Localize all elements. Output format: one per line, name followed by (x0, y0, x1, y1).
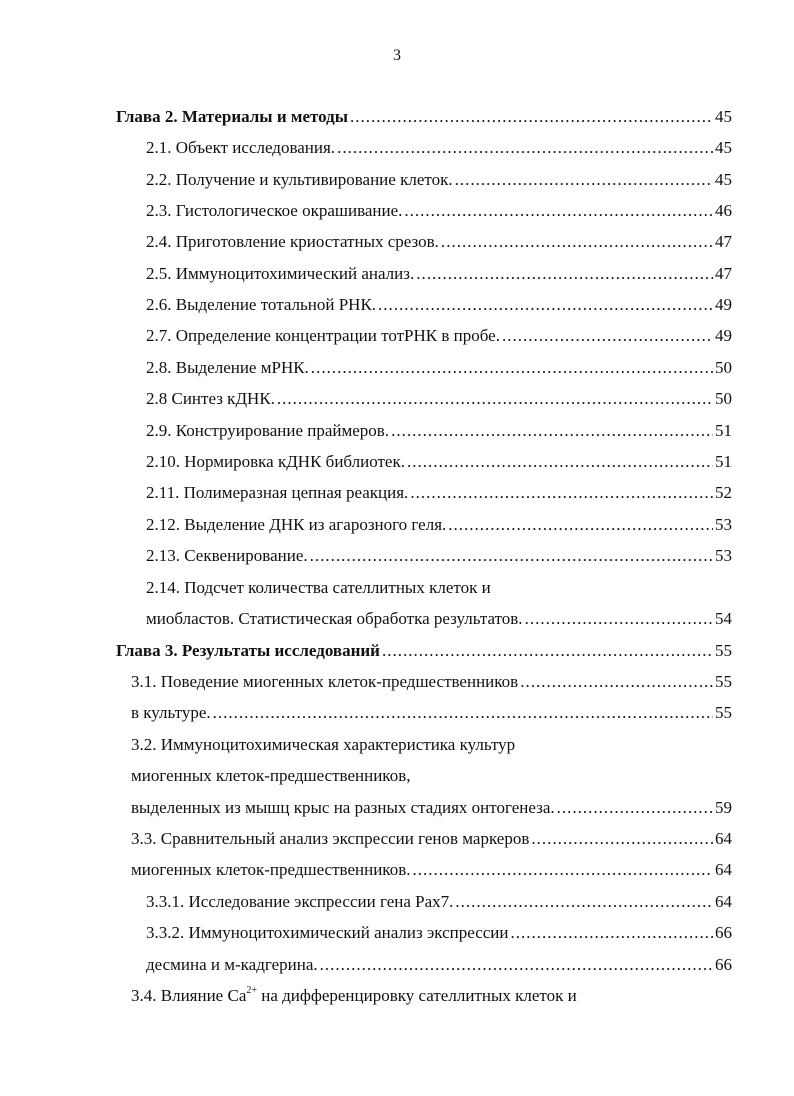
toc-entry-page: 53 (715, 546, 732, 565)
toc-entry-page: 45 (715, 170, 732, 189)
toc-entry-page: 64 (715, 892, 732, 911)
toc-entry-text: в культуре. (131, 703, 211, 722)
toc-entry-page: 59 (715, 798, 732, 817)
toc-entry (146, 887, 732, 917)
toc-entry-page: 52 (715, 483, 732, 502)
toc-entry-text: 2.14. Подсчет количества сателлитных клеток и (146, 578, 491, 597)
toc-entry-page: 55 (715, 641, 732, 660)
toc-entry-chapter-2 (116, 102, 732, 132)
toc-entry (131, 698, 732, 728)
toc-entry-continued (131, 761, 732, 791)
toc-entry-page: 55 (715, 672, 732, 691)
toc-entry-text: 3.3.1. Исследование экспрессии гена Pax7. (146, 892, 454, 911)
toc-entry-text: 2.3. Гистологическое окрашивание. (146, 201, 403, 220)
toc-entry-chapter-3 (116, 636, 732, 666)
superscript-charge: 2+ (246, 985, 258, 996)
toc-entry (146, 196, 732, 226)
toc-entry-text: 2.12. Выделение ДНК из агарозного геля. (146, 515, 447, 534)
toc-entry (146, 290, 732, 320)
toc-entry-text: миогенных клеток-предшественников. (131, 860, 411, 879)
toc-entry-text: 2.8. Выделение мРНК. (146, 358, 309, 377)
toc-entry (146, 353, 732, 383)
toc-entry (146, 321, 732, 351)
toc-entry-page: 64 (715, 860, 732, 879)
toc-entry (131, 667, 732, 697)
toc-entry-text: 3.3.2. Иммуноцитохимический анализ экспрессии (146, 923, 509, 942)
toc-entry-continued (131, 730, 732, 760)
toc-entry-continued (146, 573, 732, 603)
toc-entry-text: 3.4. Влияние $Ca^{2+}$ на дифференцировку сателлитных клеток и (131, 985, 577, 1005)
toc-entry-page: 53 (715, 515, 732, 534)
toc-entry-continued (131, 981, 732, 1011)
toc-entry (146, 950, 732, 980)
toc-entry-page: 66 (715, 923, 732, 942)
toc-entry-text: 2.5. Иммуноцитохимический анализ. (146, 264, 415, 283)
toc-entry (146, 541, 732, 571)
toc-entry (146, 478, 732, 508)
toc-entry (146, 918, 732, 948)
toc-entry-text: 3.1. Поведение миогенных клеток-предшественников (131, 672, 519, 691)
toc-entry (146, 510, 732, 540)
toc-entry-text: 3.3. Сравнительный анализ экспрессии генов маркеров (131, 829, 530, 848)
toc-entry (146, 447, 732, 477)
toc-entry-text: 2.2. Получение и культивирование клеток. (146, 170, 453, 189)
toc-entry-page: 49 (715, 295, 732, 314)
toc-entry-page: 46 (715, 201, 732, 220)
toc-entry-page: 51 (715, 452, 732, 471)
toc-entry (146, 259, 732, 289)
toc-entry (131, 855, 732, 885)
toc-entry-text: Глава 2. Материалы и методы (116, 107, 349, 126)
toc-entry (146, 604, 732, 634)
toc-entry (131, 793, 732, 823)
toc-entry (146, 416, 732, 446)
toc-entry-text: 2.7. Определение концентрации тотРНК в пробе. (146, 326, 500, 345)
toc-entry-text: 2.4. Приготовление криостатных срезов. (146, 232, 439, 251)
toc-entry-page: 51 (715, 421, 732, 440)
toc-entry-page: 45 (715, 107, 732, 126)
toc-entry-text: 2.10. Нормировка кДНК библиотек. (146, 452, 405, 471)
toc-entry-text: 2.11. Полимеразная цепная реакция. (146, 483, 409, 502)
toc-entry-text: Глава 3. Результаты исследований (116, 641, 380, 660)
toc-entry (146, 165, 732, 195)
toc-entry-text: 2.6. Выделение тотальной РНК. (146, 295, 377, 314)
toc-entry-page: 66 (715, 955, 732, 974)
toc-entry-page: 54 (715, 609, 732, 628)
toc-entry-page: 47 (715, 264, 732, 283)
toc-entry (146, 133, 732, 163)
toc-entry-text: 2.9. Конструирование праймеров. (146, 421, 390, 440)
toc-entry-page: 50 (715, 358, 732, 377)
toc-entry-text: 2.1. Объект исследования. (146, 138, 336, 157)
toc-entry-text: 2.8 Синтез кДНК. (146, 389, 275, 408)
toc-entry-page: 55 (715, 703, 732, 722)
toc-entry-page: 47 (715, 232, 732, 251)
toc-entry-text: миобластов. Статистическая обработка результатов. (146, 609, 523, 628)
toc-entry-text: миогенных клеток-предшественников, (131, 766, 411, 785)
toc-entry-text: 3.2. Иммуноцитохимическая характеристика культур (131, 735, 516, 754)
toc-entry-text: 2.13. Секвенирование. (146, 546, 308, 565)
toc-entry-text: десмина и м-кадгерина. (146, 955, 318, 974)
toc-entry-page: 45 (715, 138, 732, 157)
toc-entry-page: 64 (715, 829, 732, 848)
toc-entry (146, 227, 732, 257)
toc-entry-text: выделенных из мышц крыс на разных стадиях онтогенеза. (131, 798, 555, 817)
toc-entry-page: 49 (715, 326, 732, 345)
toc-entry-page: 50 (715, 389, 732, 408)
page-number: 3 (393, 47, 401, 64)
toc-entry (131, 824, 732, 854)
toc-entry (146, 384, 732, 414)
